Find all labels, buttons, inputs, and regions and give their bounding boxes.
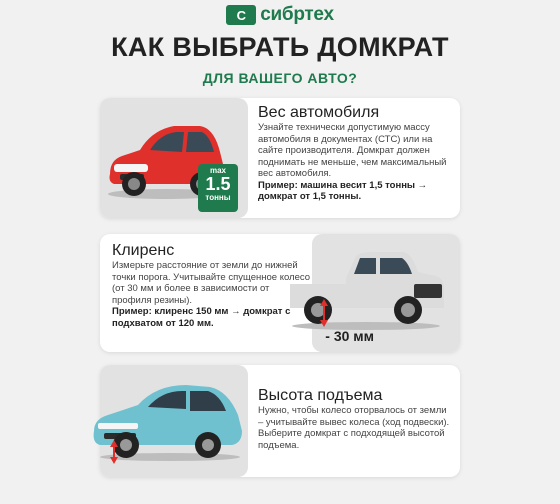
card-body-text: Нужно, чтобы колесо оторвалось от земли – учитывайте вывес колеса (ход подвески). Выберите домкрат с подходящей высотой подъема. [258, 405, 450, 451]
card-title: Высота подъема [258, 387, 383, 404]
card-body-text: Узнайте технически допустимую массу автомобиля в документах (СТС) или на сайте производителя. Домкрат должен поднимать не меньше, чем максимальный вес автомобиля. [258, 122, 447, 179]
max-weight-badge [198, 164, 238, 212]
badge-max-label: max [209, 166, 226, 175]
page-title: КАК ВЫБРАТЬ ДОМКРАТ [111, 32, 449, 62]
pickup-truck-icon [286, 244, 446, 332]
card-title: Вес автомобиля [258, 104, 380, 121]
badge-value: 1.5 [205, 174, 231, 194]
card-example: Пример: машина весит 1,5 тонны → домкрат от 1,5 тонны. [258, 179, 428, 202]
card-body-text: Измерьте расстояние от земли до нижней точки порога. Учитывайте спущенное колесо (от 30 мм и более в зависимости от профиля резины). [112, 260, 310, 306]
card-example: Пример: клиренс 150 мм → домкрат с подхватом от 120 мм. [112, 306, 291, 329]
teal-crossover-icon [90, 375, 246, 465]
card-body [112, 260, 310, 329]
clearance-label: - 30 мм [325, 328, 374, 344]
badge-unit: тонны [205, 193, 231, 202]
brand-logo [0, 4, 560, 26]
card-vehicle-weight [100, 98, 460, 218]
card-title: Клиренс [112, 242, 175, 259]
card-lift-height [100, 365, 460, 477]
brand-mark-icon: С [226, 5, 256, 25]
card-body [258, 405, 454, 451]
page-subtitle: ДЛЯ ВАШЕГО АВТО? [202, 70, 358, 86]
card-clearance [100, 234, 460, 352]
brand-name: сибртех [260, 4, 334, 25]
card-body [258, 122, 454, 203]
